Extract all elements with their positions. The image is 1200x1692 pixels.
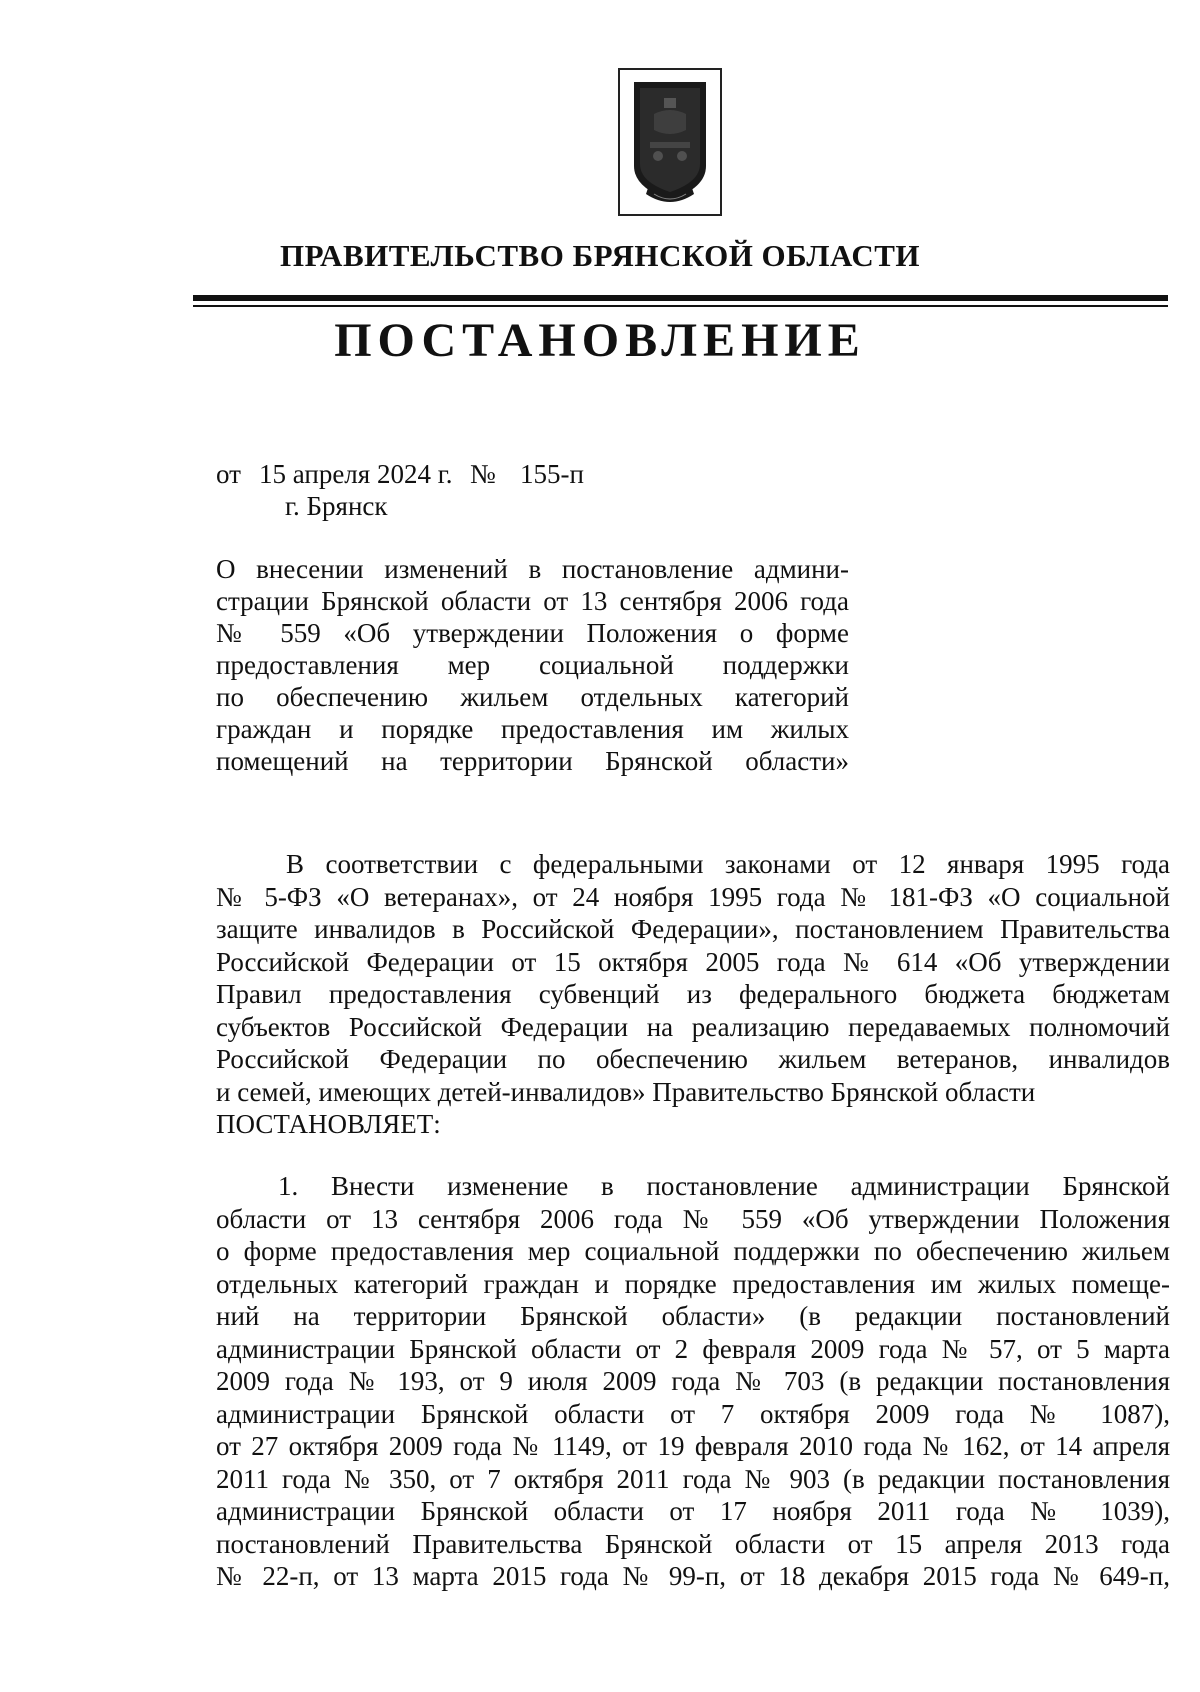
subject-line: по обеспечению жильем отдельных категорий — [216, 682, 849, 712]
item-1-paragraph — [216, 1170, 1170, 1593]
document-number: 155-п — [520, 459, 584, 489]
resolves-heading: ПОСТАНОВЛЯЕТ: — [216, 1109, 441, 1139]
item-1-line: отдельных категорий граждан и порядке предоставления им жилых помеще- — [216, 1268, 1170, 1299]
preamble-line: Правил предоставления субвенций из федерального бюджета бюджетам — [216, 979, 1170, 1009]
subject-line: предоставления мер социальной поддержки — [216, 650, 849, 680]
date-prefix: от — [216, 459, 241, 489]
item-1-line: № 22-п, от 13 марта 2015 года № 99-п, от 18 декабря 2015 года № 649-п, — [216, 1561, 1170, 1591]
subject-line: № 559 «Об утверждении Положения о форме — [216, 618, 849, 648]
item-1-line: администрации Брянской области от 17 ноября 2011 года № 1039), — [216, 1496, 1170, 1526]
preamble-line: № 5-ФЗ «О ветеранах», от 24 ноября 1995 года № 181-ФЗ «О социальной — [216, 881, 1170, 912]
item-1-line: 1. Внести изменение в постановление администрации Брянской — [278, 1171, 1170, 1201]
header-rule-thin — [193, 305, 1168, 307]
document-date: 15 апреля 2024 г. — [259, 459, 453, 489]
item-1-line: от 27 октября 2009 года № 1149, от 19 февраля 2010 года № 162, от 14 апреля — [216, 1431, 1170, 1461]
preamble-line: Российской Федерации по обеспечению жильем ветеранов, инвалидов — [216, 1044, 1170, 1074]
subject-line: страции Брянской области от 13 сентября 2006 года — [216, 586, 849, 616]
item-1-line: о форме предоставления мер социальной поддержки по обеспечению жильем — [216, 1236, 1170, 1266]
organization-title: ПРАВИТЕЛЬСТВО БРЯНСКОЙ ОБЛАСТИ — [279, 238, 921, 273]
header-rule-thick — [193, 295, 1168, 301]
number-sign: № — [470, 459, 496, 489]
item-1-line: ний на территории Брянской области» (в редакции постановлений — [216, 1301, 1170, 1331]
item-1-line: администрации Брянской области от 2 февраля 2009 года № 57, от 5 марта — [216, 1333, 1170, 1364]
emblem-graphic — [620, 70, 720, 214]
preamble-line: В соответствии с федеральными законами от 12 января 1995 года — [286, 849, 1170, 879]
item-1-line: 2009 года № 193, от 9 июля 2009 года № 703 (в редакции постановления — [216, 1366, 1170, 1396]
preamble-line: защите инвалидов в Российской Федерации», постановлением Правительства — [216, 914, 1170, 944]
document-subject — [216, 553, 849, 777]
subject-line: граждан и порядке предоставления им жилых — [216, 714, 849, 744]
subject-line: помещений на территории Брянской области» — [216, 746, 849, 776]
preamble-line: и семей, имеющих детей-инвалидов» Правительство Брянской области — [216, 1076, 1036, 1107]
preamble-paragraph — [216, 848, 1170, 1141]
item-1-line: 2011 года № 350, от 7 октября 2011 года № 903 (в редакции постановления — [216, 1463, 1170, 1494]
subject-line: О внесении изменений в постановление админи- — [216, 554, 849, 584]
item-1-line: администрации Брянской области от 7 октября 2009 года № 1087), — [216, 1398, 1170, 1429]
coat-of-arms-icon — [618, 68, 722, 216]
preamble-line: Российской Федерации от 15 октября 2005 года № 614 «Об утверждении — [216, 946, 1170, 977]
item-1-line: постановлений Правительства Брянской области от 15 апреля 2013 года — [216, 1528, 1170, 1559]
item-1-line: области от 13 сентября 2006 года № 559 «Об утверждении Положения — [216, 1203, 1170, 1234]
preamble-line: субъектов Российской Федерации на реализацию передаваемых полномочий — [216, 1011, 1170, 1042]
document-city: г. Брянск — [285, 491, 388, 521]
document-type-title: ПОСТАНОВЛЕНИЕ — [334, 314, 866, 367]
